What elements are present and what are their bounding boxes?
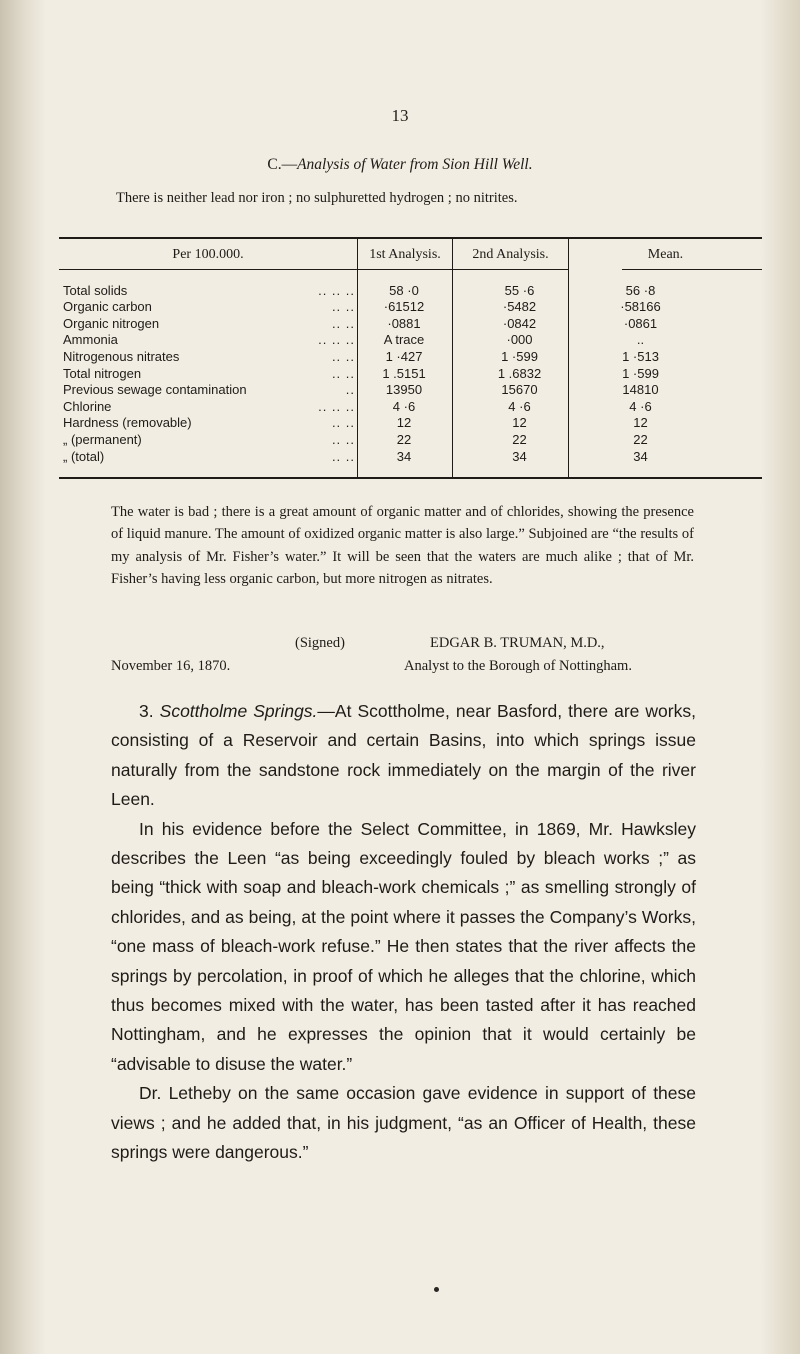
row-leader-dots: .. .. .. — [318, 282, 355, 298]
row-leader-dots: .. .. — [331, 415, 355, 431]
title-italic: Analysis of Water from Sion Hill Well. — [297, 156, 533, 173]
second-analysis-value: 34 — [512, 448, 527, 464]
row-leader-dots: .. — [345, 382, 355, 398]
analysis-table — [59, 237, 762, 479]
row-leader-dots: .. .. — [331, 431, 355, 447]
table-row — [59, 283, 762, 300]
table-row — [59, 349, 762, 366]
first-analysis-value: 1 .5151 — [382, 365, 426, 381]
first-analysis-value: 58 ·0 — [389, 282, 419, 298]
first-analysis-value: 4 ·6 — [392, 398, 416, 414]
section-paragraph-text: —At Scottholme, near Basford, there are works, consisting of a Reservoir and certain Basins, into which springs issue naturally from the sandstone rock immediately on the margin of the river Leen. — [111, 701, 696, 810]
first-analysis-value: 22 — [396, 431, 412, 447]
table-row — [59, 415, 762, 432]
header-per: Per 100.000. — [172, 247, 244, 262]
table-row — [59, 382, 762, 399]
row-label: Nitrogenous nitrates — [63, 348, 180, 364]
second-analysis-value: ·5482 — [502, 299, 537, 315]
second-analysis-value: 15670 — [501, 382, 538, 398]
first-analysis-value: ·61512 — [383, 299, 425, 315]
mean-value: ·58166 — [620, 299, 661, 315]
mean-value: .. — [636, 332, 645, 348]
row-label: Organic carbon — [63, 299, 152, 315]
mean-value: ·0861 — [623, 315, 658, 331]
page-edge-right — [760, 0, 800, 1354]
report-date: November 16, 1870. — [111, 658, 231, 674]
row-label: Chlorine — [63, 398, 112, 414]
second-analysis-value: 12 — [512, 415, 527, 431]
section-3-paragraph-3: Dr. Letheby on the same occasion gave evidence in support of these views ; and he added that, in his judgment, “as an Officer of Health, these springs were dangerous.” — [111, 1083, 696, 1163]
first-analysis-value: A trace — [383, 332, 425, 348]
section-title: Scottholme Springs. — [159, 701, 318, 721]
second-analysis-value: 4 ·6 — [508, 398, 531, 414]
header-rule — [59, 269, 569, 270]
table-row — [59, 432, 762, 449]
header-rule — [622, 269, 762, 270]
page-number: 13 — [391, 106, 409, 125]
report-paragraph: The water is bad ; there is a great amount of organic matter and of chlorides, showing the presence of liquid manure. The amount of oxidized organic matter is also large.” Subjoined are “the results of my analysis of Mr. Fisher’s water.” It will be seen that the waters are much alike ; that of Mr. Fisher’s having less organic carbon, but more nitrogen as nitrates. — [111, 504, 694, 587]
row-label: Hardness (removable) — [63, 415, 192, 431]
first-analysis-value: 12 — [396, 415, 412, 431]
first-analysis-value: 34 — [396, 448, 412, 464]
mean-value: 1 ·513 — [622, 348, 659, 364]
header-mean: Mean. — [647, 247, 684, 262]
second-analysis-value: 55 ·6 — [504, 282, 535, 298]
row-leader-dots: .. .. — [331, 448, 355, 464]
mean-value: 22 — [633, 431, 648, 447]
row-leader-dots: .. .. — [331, 365, 355, 381]
row-leader-dots: .. .. — [331, 348, 355, 364]
row-label: „ (permanent) — [63, 431, 142, 447]
second-analysis-value: 1 .6832 — [497, 365, 542, 381]
table-row — [59, 316, 762, 333]
row-label: Organic nitrogen — [63, 315, 160, 331]
row-label: Total nitrogen — [63, 365, 142, 381]
section-3-paragraph-1 — [111, 697, 696, 815]
section-3 — [111, 697, 696, 1168]
print-speck — [434, 1287, 439, 1292]
second-analysis-value: ·0842 — [502, 315, 537, 331]
section-number: 3. — [139, 701, 154, 721]
row-leader-dots: .. .. .. — [318, 332, 355, 348]
row-label: „ (total) — [63, 448, 105, 464]
mean-value: 34 — [633, 448, 648, 464]
header-first-analysis: 1st Analysis. — [369, 247, 441, 262]
first-analysis-value: ·0881 — [387, 315, 421, 331]
mean-value: 14810 — [622, 382, 659, 398]
second-analysis-value: 22 — [512, 431, 527, 447]
title-prefix: C.— — [267, 156, 298, 173]
row-label: Ammonia — [63, 332, 118, 348]
row-leader-dots: .. .. .. — [318, 398, 355, 414]
second-analysis-value: ·000 — [506, 332, 533, 348]
signer-role: Analyst to the Borough of Nottingham. — [404, 658, 632, 674]
table-row — [59, 299, 762, 316]
signer-name: EDGAR B. TRUMAN, M.D., — [430, 635, 605, 651]
second-analysis-value: 1 ·599 — [501, 348, 538, 364]
intro-line: There is neither lead nor iron ; no sulphuretted hydrogen ; no nitrites. — [116, 190, 518, 206]
row-label: Total solids — [63, 282, 128, 298]
table-row — [59, 449, 762, 466]
row-leader-dots: .. .. — [331, 299, 355, 315]
row-label: Previous sewage contamination — [63, 382, 247, 398]
section-3-paragraph-2: In his evidence before the Select Committee, in 1869, Mr. Hawksley describes the Leen “as being exceedingly fouled by bleach works ;” as being “thick with soap and bleach-work chemicals ;” as smelling strongly of chlorides, and as being, at the point where it passes the Company’s Works, “one mass of bleach-work refuse.” He then states that the river affects the springs by percolation, in proof of which he alleges that the chlorine, which thus becomes mixed with the water, has been tasted after it has reached Nottingham, and he expresses the opinion that it would certainly be “advisable to disuse the water.” — [111, 818, 696, 1074]
table-row — [59, 366, 762, 383]
table-row — [59, 332, 762, 349]
mean-value: 56 ·8 — [625, 282, 656, 298]
mean-value: 12 — [633, 415, 648, 431]
row-leader-dots: .. .. — [331, 315, 355, 331]
first-analysis-value: 1 ·427 — [385, 348, 423, 364]
signed-label: (Signed) — [295, 635, 345, 651]
page-edge-left — [0, 0, 46, 1354]
analysis-title — [0, 156, 800, 174]
table-row — [59, 399, 762, 416]
first-analysis-value: 13950 — [385, 382, 423, 398]
mean-value: 4 ·6 — [629, 398, 652, 414]
header-second-analysis: 2nd Analysis. — [472, 247, 549, 262]
mean-value: 1 ·599 — [622, 365, 659, 381]
